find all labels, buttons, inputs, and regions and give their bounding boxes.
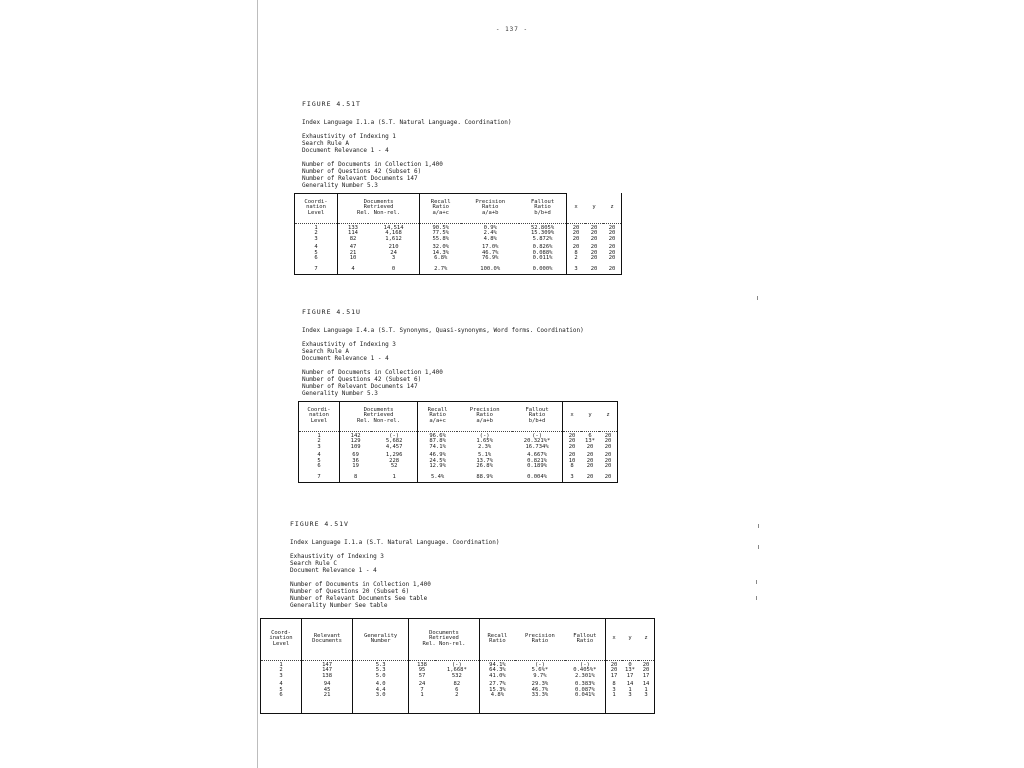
table-cell: 20 — [568, 443, 576, 450]
table-cell: 20 — [603, 256, 622, 262]
table-cell: 6 — [588, 432, 592, 439]
table-cell: 6 — [261, 693, 302, 713]
table-cell: 20 — [572, 224, 580, 231]
table-cell: 46.7% — [481, 249, 499, 256]
search-rule: Search Rule C — [290, 559, 337, 567]
table-cell: 20 — [599, 473, 618, 483]
table-cell: 14,514 — [368, 226, 420, 232]
table-cell: 41.0% — [489, 672, 506, 679]
header-cell: Fallout Ratio b/b+d — [512, 401, 562, 431]
table-cell: 0.011% — [519, 256, 566, 262]
table-cell: (-) — [371, 434, 417, 440]
table-cell: 0.088% — [519, 251, 566, 257]
figure-meta — [302, 328, 618, 398]
document-relevance: Document Relevance 1 - 4 — [302, 146, 389, 154]
table-cell: 1,296 — [371, 453, 417, 459]
table-cell: 20 — [610, 661, 618, 668]
figure-title: FIGURE 4.51T — [302, 100, 361, 108]
figure-4-51u — [302, 309, 618, 483]
relevant-count: Number of Relevant Documents 147 — [302, 174, 418, 182]
question-count: Number of Questions 20 (Subset 6) — [290, 587, 410, 595]
figure-title: FIGURE 4.51V — [290, 520, 349, 528]
header-cell: x — [606, 618, 623, 660]
table-cell: 0.087% — [565, 688, 606, 694]
header-cell: z — [638, 618, 655, 660]
table-cell: 24 — [418, 681, 426, 687]
table-cell: 24.5% — [429, 457, 446, 464]
figure-title: FIGURE 4.51U — [302, 308, 361, 316]
table-cell: 1 — [606, 693, 623, 713]
table-cell: 3 — [299, 445, 340, 451]
table-cell: 8 — [570, 463, 574, 469]
table-cell: 1 — [409, 693, 435, 713]
table-cell: 3 — [622, 693, 638, 713]
collection-count: Number of Documents in Collection 1,400 — [290, 580, 431, 588]
header-cell: Coord- ination Level — [261, 618, 302, 660]
figure-4-51t — [302, 101, 622, 275]
table-cell: 0.405%* — [565, 668, 606, 674]
table-cell: 138 — [417, 661, 427, 668]
scan-speck — [758, 524, 759, 528]
figure-meta — [290, 540, 655, 610]
table-cell: 21 — [349, 249, 357, 256]
table-cell: 20.321%* — [512, 439, 562, 445]
table-cell: 4.667% — [512, 453, 562, 459]
scan-speck — [756, 580, 757, 584]
table-cell: 20 — [581, 473, 599, 483]
table-cell: 532 — [435, 674, 479, 680]
table-cell: 20 — [603, 251, 622, 257]
table-cell: 20 — [586, 452, 594, 458]
page-number: - 137 - — [495, 26, 529, 33]
table-cell: 5,682 — [371, 439, 417, 445]
table-cell: 14 — [626, 681, 634, 687]
table-cell: 64.3% — [489, 667, 506, 673]
table-cell: 17 — [626, 672, 634, 679]
generality-number: Generality Number 5.3 — [302, 389, 378, 397]
table-cell: 17 — [610, 672, 618, 679]
relevant-count: Number of Relevant Documents See table — [290, 594, 428, 602]
table-cell: 52 — [371, 464, 417, 470]
index-language: Index Language I.1.a (S.T. Natural Language. Coordination) — [290, 538, 500, 546]
table-cell: 6 — [295, 256, 338, 262]
table-cell: 3 — [368, 256, 420, 262]
index-language: Index Language I.4.a (S.T. Synonyms, Quasi-synonyms, Word forms. Coordination) — [302, 326, 584, 334]
table-cell: 20 — [599, 445, 618, 451]
results-table — [260, 618, 655, 714]
table-cell: 20 — [590, 235, 598, 242]
table-cell: 5.4% — [418, 473, 458, 483]
header-cell: y — [592, 204, 596, 210]
table-cell: 5 — [299, 459, 340, 465]
table-cell: 2.301% — [565, 674, 606, 680]
table-cell: 5.1% — [478, 452, 492, 458]
table-cell: 20 — [572, 230, 580, 236]
table-cell: 0.004% — [512, 473, 562, 483]
table-cell: 88.9% — [457, 473, 512, 483]
table-cell: 210 — [368, 245, 420, 251]
question-count: Number of Questions 42 (Subset 6) — [302, 375, 422, 383]
table-cell: 0.383% — [565, 682, 606, 688]
collection-count: Number of Documents in Collection 1,400 — [302, 160, 443, 168]
table-cell: 4 — [338, 265, 369, 275]
figure-meta — [302, 120, 622, 190]
table-cell: 55.8% — [432, 235, 449, 242]
table-cell: 10 — [349, 255, 357, 261]
relevant-count: Number of Relevant Documents 147 — [302, 382, 418, 390]
table-cell: 20 — [572, 235, 580, 242]
table-cell: 82 — [435, 682, 479, 688]
table-cell: 17.0% — [481, 244, 499, 250]
table-cell: 15.309% — [519, 231, 566, 237]
table-cell: 47 — [349, 244, 357, 250]
table-cell: 17 — [638, 674, 655, 680]
table-cell: 5.3 — [353, 668, 409, 674]
search-rule: Search Rule A — [302, 139, 349, 147]
document-relevance: Document Relevance 1 - 4 — [302, 354, 389, 362]
question-count: Number of Questions 42 (Subset 6) — [302, 167, 422, 175]
table-cell: 26.8% — [476, 463, 493, 469]
table-cell: 1 — [638, 688, 655, 694]
table-cell: 20 — [599, 459, 618, 465]
header-cell: Precision Ratio — [515, 618, 565, 660]
figure-4-51v — [269, 520, 655, 714]
header-cell: Fallout Ratio b/b+d — [519, 193, 566, 223]
table-cell: 90.5% — [432, 224, 449, 231]
table-cell: 133 — [348, 224, 358, 231]
table-cell: 2.3% — [478, 443, 492, 450]
table-cell: 20 — [585, 265, 603, 275]
table-cell: 5.3 — [353, 663, 409, 669]
table-cell: 20 — [603, 265, 622, 275]
table-cell: 3 — [612, 686, 616, 693]
header-cell: x — [574, 204, 578, 210]
table-cell: 20 — [568, 438, 576, 444]
table-cell: (-) — [512, 434, 562, 440]
table-cell: 19 — [352, 463, 359, 469]
table-cell: 33.3% — [515, 693, 565, 713]
table-cell: 0.000% — [519, 265, 566, 275]
table-cell: 4 — [299, 453, 340, 459]
table-cell: 1,668* — [435, 668, 479, 674]
table-cell: 7 — [295, 265, 338, 275]
table-cell: 0.826% — [519, 245, 566, 251]
table-cell: 6 — [435, 688, 479, 694]
table-cell: 9.7% — [533, 672, 547, 679]
header-cell: y — [622, 618, 638, 660]
page-edge-line — [257, 0, 258, 768]
table-cell: 1 — [299, 434, 340, 440]
header-cell: Relevant Documents — [302, 618, 353, 660]
table-cell: 147 — [302, 668, 353, 674]
table-cell: (-) — [435, 663, 479, 669]
table-cell: 77.5% — [432, 230, 449, 236]
table-cell: 76.9% — [481, 255, 499, 261]
generality-number: Generality Number 5.3 — [302, 181, 378, 189]
table-cell: 4,457 — [371, 445, 417, 451]
table-cell: 4.8% — [483, 235, 497, 242]
scan-speck — [757, 296, 758, 300]
table-cell: 32.0% — [432, 244, 449, 250]
table-cell: 45 — [302, 688, 353, 694]
table-cell: 1 — [371, 473, 417, 483]
table-cell: 3 — [261, 674, 302, 680]
table-cell: 228 — [371, 459, 417, 465]
table-cell: 114 — [348, 230, 358, 236]
table-cell: 6.8% — [434, 255, 448, 261]
header-cell: Coordi- nation Level — [295, 193, 338, 223]
table-cell: 1.65% — [476, 438, 493, 444]
table-cell: 129 — [350, 438, 361, 444]
header-cell: z — [603, 193, 622, 223]
table-cell: 14 — [638, 682, 655, 688]
table-cell: 46.7% — [531, 686, 549, 693]
table-cell: 20 — [603, 231, 622, 237]
table-cell: 20 — [586, 457, 594, 464]
table-cell: 69 — [352, 452, 359, 458]
scan-speck — [756, 596, 757, 600]
table-cell: 20 — [590, 230, 598, 236]
header-cell: x — [563, 401, 582, 431]
table-cell: 142 — [350, 432, 361, 439]
table-cell: 5.872% — [519, 237, 566, 243]
table-cell: 20 — [610, 667, 618, 673]
table-cell: 0 — [628, 661, 632, 668]
table-cell: 27.7% — [489, 681, 506, 687]
table-cell: 3 — [295, 237, 338, 243]
table-cell: 3 — [567, 265, 586, 275]
table-cell: 3 — [638, 693, 655, 713]
table-cell: 20 — [599, 453, 618, 459]
table-cell: 16.734% — [512, 445, 562, 451]
table-cell: 109 — [350, 443, 361, 450]
exhaustivity: Exhaustivity of Indexing 1 — [302, 132, 396, 140]
header-cell: Recall Ratio a/a+c — [420, 193, 462, 223]
table-cell: 0.821% — [512, 459, 562, 465]
table-cell: 20 — [590, 255, 598, 261]
header-cell: Documents Retrieved Rel. Non-rel. — [340, 401, 418, 431]
table-cell: 4 — [261, 682, 302, 688]
table-cell: 20 — [603, 237, 622, 243]
table-cell: 20 — [572, 244, 580, 250]
header-cell: Generality Number — [353, 618, 409, 660]
table-cell: 20 — [590, 249, 598, 256]
table-cell: 15.3% — [489, 686, 506, 693]
table-cell: 74.1% — [429, 443, 446, 450]
table-cell: 20 — [599, 439, 618, 445]
document-relevance: Document Relevance 1 - 4 — [290, 566, 377, 574]
index-language: Index Language I.1.a (S.T. Natural Language. Coordination) — [302, 118, 512, 126]
table-cell: 2 — [574, 255, 578, 261]
header-cell: Precision Ratio a/a+b — [457, 401, 512, 431]
table-cell: 100.0% — [461, 265, 519, 275]
search-rule: Search Rule A — [302, 347, 349, 355]
table-row — [261, 693, 655, 713]
table-cell: 4,168 — [368, 231, 420, 237]
table-cell: 94.1% — [489, 661, 506, 668]
table-cell: 5.0 — [353, 674, 409, 680]
exhaustivity: Exhaustivity of Indexing 3 — [290, 552, 384, 560]
table-cell: 20 — [603, 226, 622, 232]
table-cell: 13* — [625, 667, 635, 673]
scan-speck — [758, 545, 759, 549]
table-cell: 2 — [295, 231, 338, 237]
table-cell: 1 — [261, 663, 302, 669]
table-cell: 36 — [352, 457, 359, 464]
table-cell: 1 — [628, 686, 632, 693]
table-cell: 10 — [568, 457, 576, 464]
table-cell: 8 — [612, 681, 616, 687]
header-cell: Precision Ratio a/a+b — [461, 193, 519, 223]
table-cell: (-) — [534, 661, 545, 668]
table-cell: 96.6% — [429, 432, 446, 439]
table-cell: 2.7% — [420, 265, 462, 275]
table-cell: 20 — [638, 663, 655, 669]
table-cell: 1,612 — [368, 237, 420, 243]
table-cell: 2 — [435, 693, 479, 713]
table-cell: 57 — [418, 672, 426, 679]
table-cell: 20 — [638, 668, 655, 674]
table-cell: 95 — [418, 667, 426, 673]
results-table — [298, 401, 618, 484]
table-cell: 7 — [299, 473, 340, 483]
table-cell: 20 — [586, 463, 594, 469]
table-cell: 0.189% — [512, 464, 562, 470]
table-cell: 20 — [586, 443, 594, 450]
table-cell: 20 — [590, 244, 598, 250]
table-cell: 2 — [261, 668, 302, 674]
table-cell: 4.4 — [353, 688, 409, 694]
table-cell: 94 — [302, 682, 353, 688]
table-cell: 5.6%* — [531, 667, 549, 673]
table-cell: 4 — [295, 245, 338, 251]
table-cell: (-) — [479, 432, 490, 439]
header-cell: z — [599, 401, 618, 431]
table-cell: 20 — [568, 432, 576, 439]
table-cell: 0.9% — [483, 224, 497, 231]
table-cell: 7 — [420, 686, 424, 693]
table-cell: 87.8% — [429, 438, 446, 444]
header-cell: Documents Retrieved Rel. Non-rel. — [409, 618, 480, 660]
table-cell: 2.4% — [483, 230, 497, 236]
table-cell: 4.8% — [479, 693, 515, 713]
table-cell: 52.805% — [519, 226, 566, 232]
table-cell: 6 — [299, 464, 340, 470]
header-cell: y — [581, 401, 599, 431]
table-row — [295, 265, 622, 275]
collection-count: Number of Documents in Collection 1,400 — [302, 368, 443, 376]
table-cell: 20 — [599, 464, 618, 470]
table-cell: 8 — [340, 473, 372, 483]
table-cell: (-) — [565, 663, 606, 669]
table-cell: 82 — [349, 235, 357, 242]
table-cell: 5 — [295, 251, 338, 257]
header-cell: Recall Ratio — [479, 618, 515, 660]
table-cell: 0 — [368, 265, 420, 275]
table-cell: 21 — [302, 693, 353, 713]
table-cell: 14.3% — [432, 249, 449, 256]
table-cell: 20 — [590, 224, 598, 231]
table-cell: 12.9% — [429, 463, 446, 469]
table-cell: 8 — [574, 249, 578, 256]
table-cell: 13.7% — [476, 457, 493, 464]
table-cell: 29.3% — [531, 681, 549, 687]
table-cell: 20 — [599, 434, 618, 440]
table-cell: 3.0 — [353, 693, 409, 713]
table-cell: 1 — [295, 226, 338, 232]
table-cell: 13* — [585, 438, 595, 444]
table-cell: 0.041% — [565, 693, 606, 713]
table-cell: 20 — [603, 245, 622, 251]
table-cell: 147 — [302, 663, 353, 669]
header-cell: Documents Retrieved Rel. Non-rel. — [338, 193, 420, 223]
table-cell: 24 — [368, 251, 420, 257]
table-cell: 5 — [261, 688, 302, 694]
header-cell: Coordi- nation Level — [299, 401, 340, 431]
table-cell: 20 — [568, 452, 576, 458]
header-cell: Recall Ratio a/a+c — [418, 401, 458, 431]
table-row — [299, 473, 618, 483]
table-cell: 2 — [299, 439, 340, 445]
header-cell: Fallout Ratio — [565, 618, 606, 660]
exhaustivity: Exhaustivity of Indexing 3 — [302, 340, 396, 348]
table-cell: 3 — [563, 473, 582, 483]
table-cell: 4.0 — [353, 682, 409, 688]
table-cell: 138 — [302, 674, 353, 680]
results-table — [294, 193, 622, 276]
generality-number: Generality Number See table — [290, 601, 388, 609]
table-cell: 46.9% — [429, 452, 446, 458]
